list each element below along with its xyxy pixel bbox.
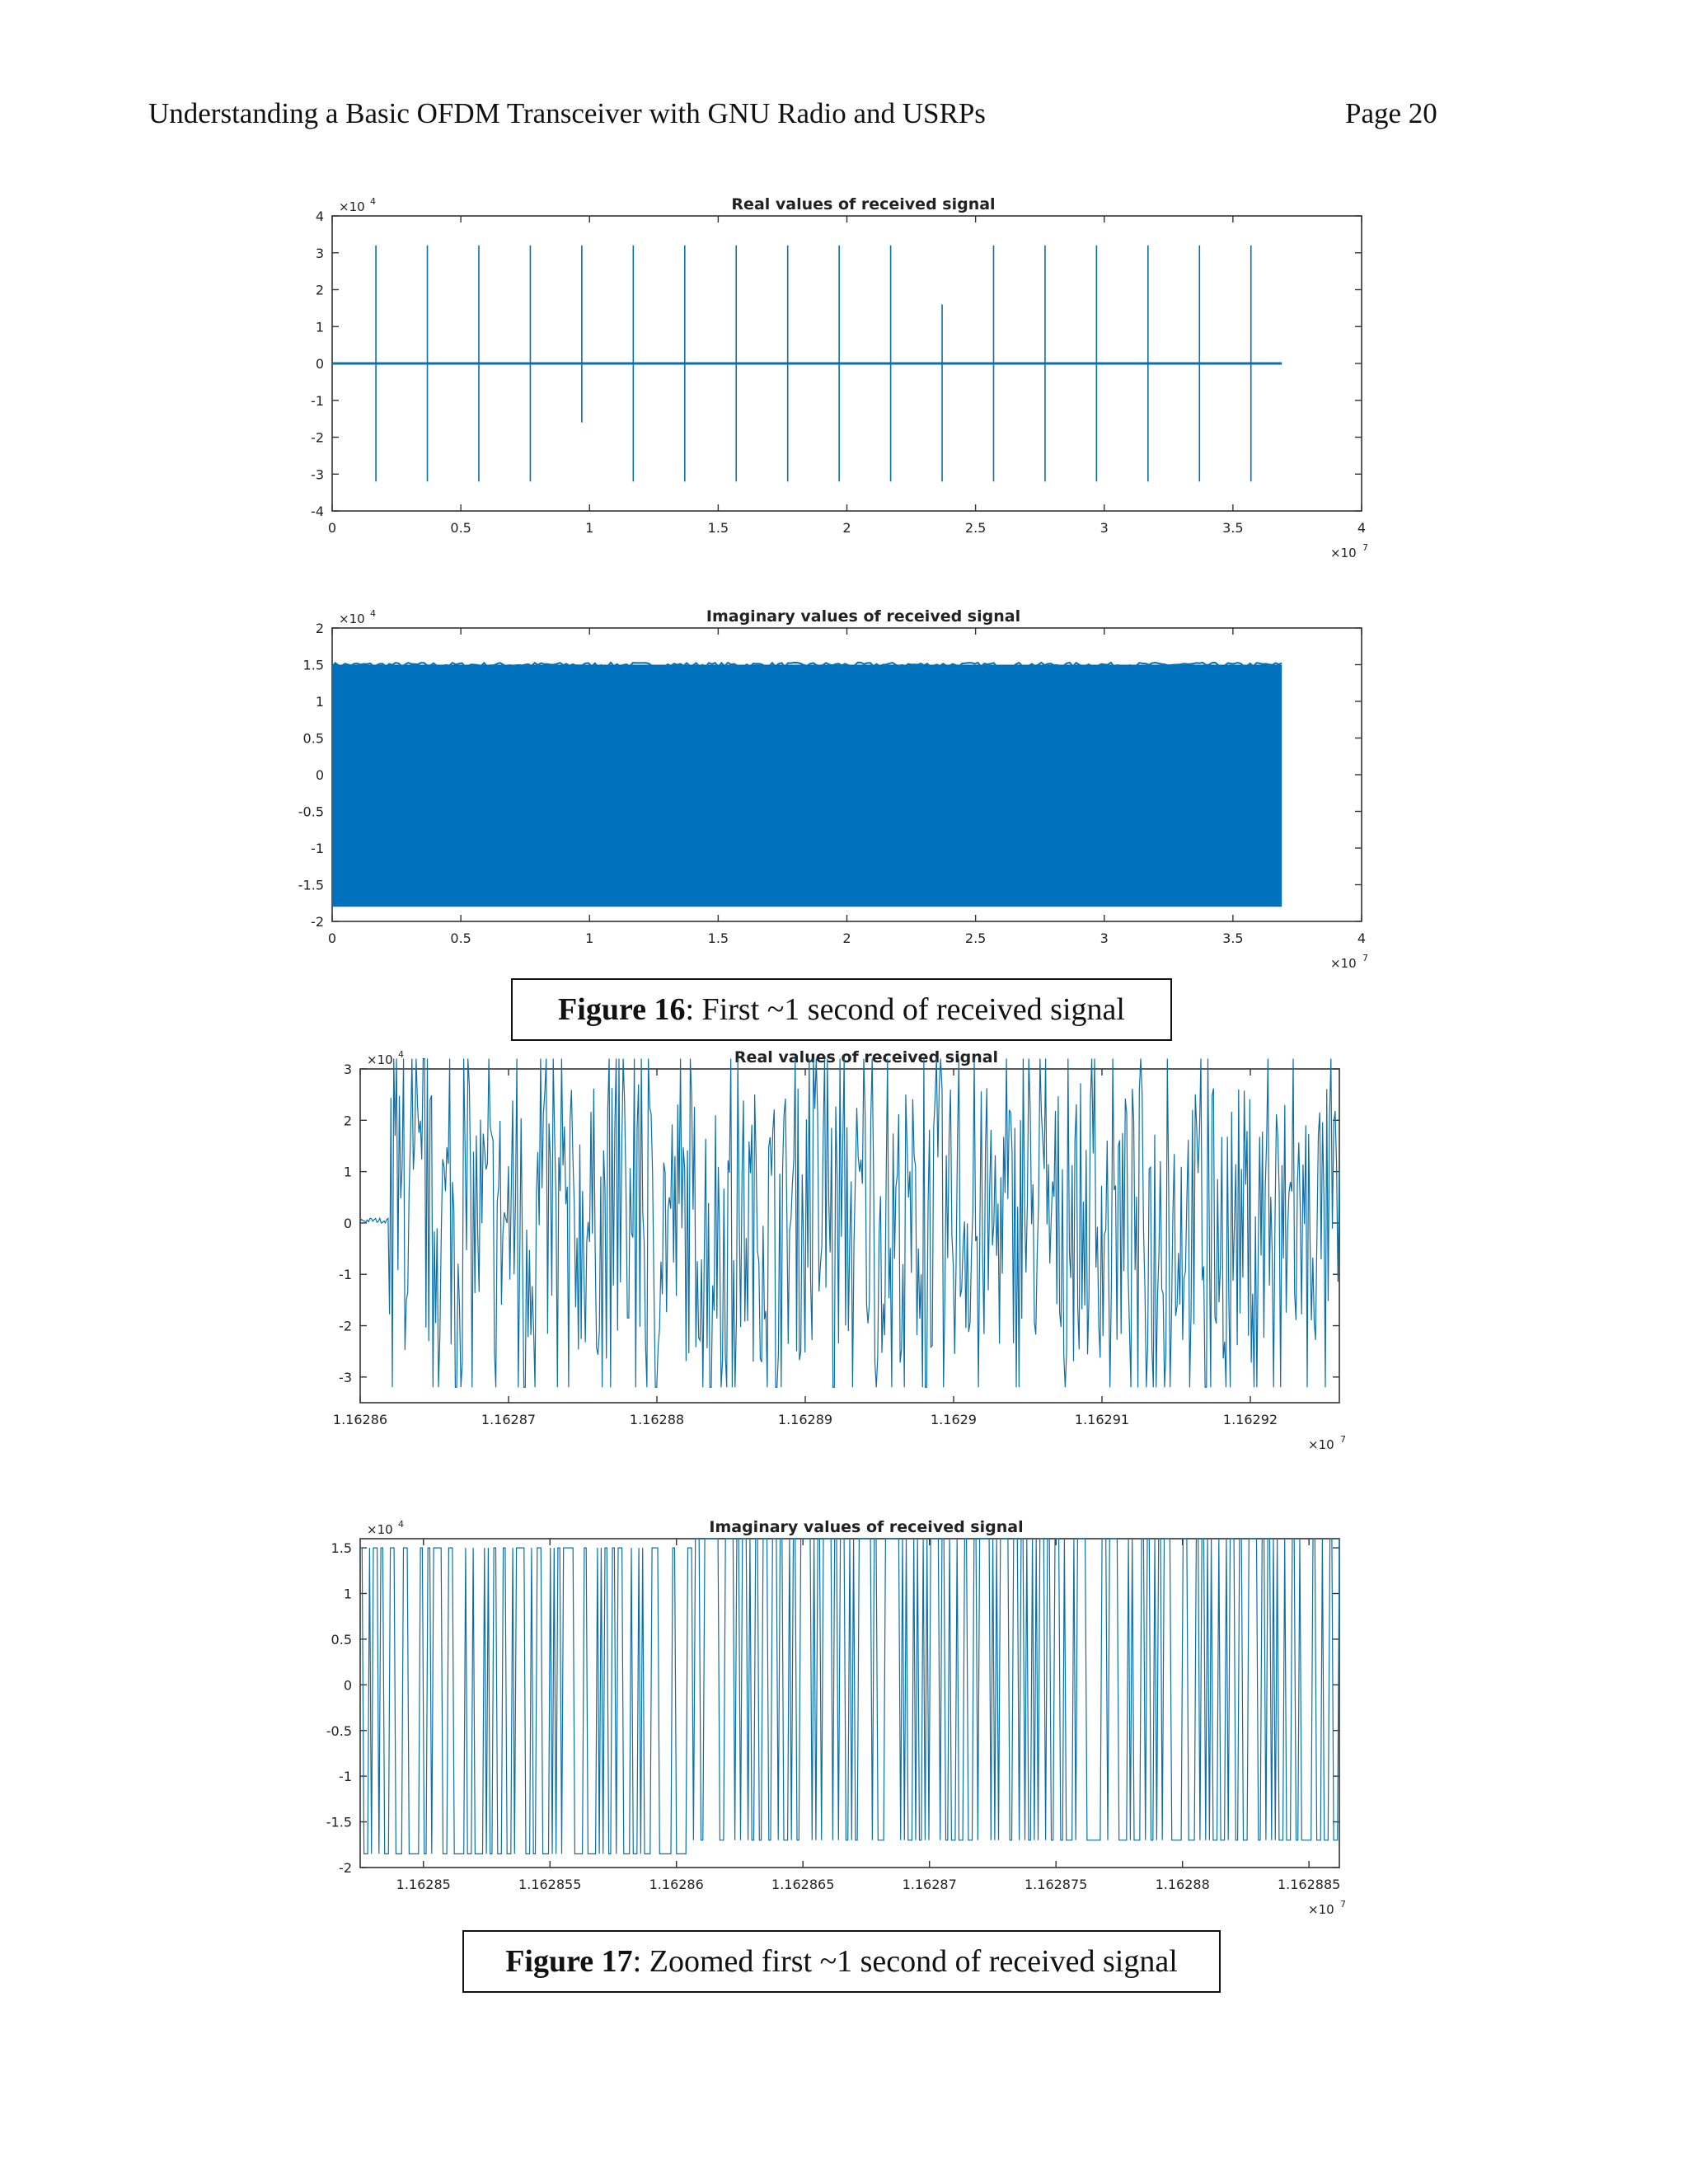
- y-tick-label: -1: [311, 392, 324, 409]
- y-exponent-label: ×10: [367, 1522, 393, 1537]
- y-tick-label: -1: [339, 1769, 352, 1785]
- y-exponent-label: ×10: [367, 1052, 393, 1067]
- y-exponent-label: ×10: [339, 199, 365, 214]
- x-tick-label: 1.5: [707, 930, 729, 946]
- x-tick-label: 3.5: [1222, 930, 1244, 946]
- y-tick-label: -2: [311, 429, 324, 446]
- chart-title: Real values of received signal: [731, 195, 996, 213]
- y-tick-label: -2: [339, 1318, 352, 1334]
- x-tick-label: 1.16288: [629, 1412, 685, 1427]
- x-tick-label: 2.5: [964, 520, 987, 536]
- x-tick-label: 2.5: [964, 930, 987, 946]
- x-tick-label: 2: [842, 930, 851, 946]
- y-tick-label: 2: [343, 1113, 352, 1129]
- x-tick-label: 0: [327, 930, 337, 946]
- y-tick-label: -0.5: [298, 804, 324, 820]
- x-tick-label: 1.16288: [1155, 1877, 1210, 1892]
- x-tick-label: 3: [1100, 930, 1109, 946]
- x-tick-label: 1: [585, 520, 594, 536]
- page-number: Page 20: [1345, 97, 1437, 129]
- figure-16-caption: [511, 978, 1172, 1041]
- signal-band: [332, 665, 1282, 907]
- y-exponent-power: 4: [370, 608, 376, 619]
- y-tick-label: -2: [311, 914, 324, 930]
- x-tick-label: 2: [842, 520, 851, 536]
- x-exponent-label: ×10: [1308, 1437, 1334, 1452]
- y-tick-label: -1.5: [298, 877, 324, 893]
- x-tick-label: 0: [327, 520, 337, 536]
- x-tick-label: 1.162875: [1025, 1877, 1088, 1892]
- x-exponent-power: 7: [1340, 1899, 1346, 1910]
- y-tick-label: -1: [311, 841, 324, 856]
- y-tick-label: 1: [343, 1164, 352, 1180]
- figure-16-text: : First ~1 second of received signal: [685, 992, 1125, 1027]
- x-exponent-label: ×10: [1308, 1902, 1334, 1917]
- x-tick-label: 1.16291: [1074, 1412, 1130, 1427]
- y-tick-label: 2: [315, 621, 324, 636]
- x-tick-label: 1.16285: [396, 1877, 451, 1892]
- figure-16-label: Figure 16: [558, 992, 686, 1027]
- x-tick-label: 0.5: [450, 520, 471, 536]
- x-tick-label: 3: [1100, 520, 1109, 536]
- y-tick-label: -1: [339, 1267, 352, 1283]
- y-tick-label: -0.5: [326, 1722, 352, 1739]
- y-tick-label: 1: [315, 694, 324, 710]
- chart-title: Imaginary values of received signal: [709, 1518, 1024, 1536]
- x-tick-label: 1: [585, 930, 594, 946]
- x-tick-label: 3.5: [1222, 520, 1244, 536]
- x-exponent-power: 7: [1362, 953, 1368, 963]
- y-tick-label: 0: [343, 1677, 352, 1694]
- x-tick-label: 1.16286: [332, 1412, 388, 1427]
- x-tick-label: 1.16286: [649, 1877, 704, 1892]
- x-exponent-power: 7: [1340, 1434, 1346, 1445]
- x-tick-label: 1.5: [707, 520, 729, 536]
- y-tick-label: 2: [315, 282, 324, 298]
- y-tick-label: -1.5: [326, 1814, 352, 1830]
- y-exponent-power: 4: [398, 1049, 404, 1060]
- y-exponent-label: ×10: [339, 612, 365, 626]
- y-exponent-power: 4: [370, 196, 376, 207]
- y-tick-label: 1.5: [302, 657, 324, 673]
- y-tick-label: 0.5: [331, 1631, 352, 1647]
- x-exponent-label: ×10: [1330, 546, 1357, 560]
- y-tick-label: 0: [343, 1215, 352, 1231]
- y-exponent-power: 4: [398, 1519, 404, 1530]
- y-tick-label: 1: [315, 319, 324, 335]
- figure-17-label: Figure 17: [505, 1944, 633, 1979]
- x-exponent-label: ×10: [1330, 956, 1357, 971]
- y-tick-label: 4: [315, 209, 324, 224]
- figure-17-text: : Zoomed first ~1 second of received signal: [632, 1944, 1178, 1979]
- x-tick-label: 1.16287: [902, 1877, 957, 1892]
- y-tick-label: -3: [339, 1369, 352, 1385]
- x-tick-label: 1.16287: [481, 1412, 537, 1427]
- y-tick-label: 1: [343, 1586, 352, 1602]
- x-tick-label: 0.5: [450, 930, 471, 946]
- running-header-title: Understanding a Basic OFDM Transceiver with GNU Radio and USRPs: [148, 97, 986, 129]
- fig16-real-chart: [0, 190, 1688, 560]
- y-tick-label: -3: [311, 466, 324, 483]
- fig17-real-chart: [0, 1048, 1688, 1483]
- x-tick-label: 1.162865: [771, 1877, 835, 1892]
- x-tick-label: 1.162885: [1277, 1877, 1341, 1892]
- x-tick-label: 1.1629: [931, 1412, 977, 1427]
- y-tick-label: 3: [315, 245, 324, 261]
- x-exponent-power: 7: [1362, 542, 1368, 553]
- y-tick-label: 3: [343, 1062, 352, 1077]
- x-tick-label: 4: [1357, 520, 1367, 536]
- fig16-imag-chart: [0, 602, 1688, 972]
- x-tick-label: 4: [1357, 930, 1367, 946]
- y-tick-label: 0: [315, 356, 324, 372]
- chart-title: Real values of received signal: [734, 1048, 999, 1066]
- y-tick-label: 0.5: [302, 730, 324, 747]
- x-tick-label: 1.16289: [777, 1412, 833, 1427]
- y-tick-label: -2: [339, 1860, 352, 1876]
- x-tick-label: 1.162855: [518, 1877, 582, 1892]
- y-tick-label: 0: [315, 767, 324, 783]
- fig17-imag-chart: [0, 1518, 1688, 1945]
- y-tick-label: 1.5: [331, 1540, 352, 1557]
- x-tick-label: 1.16292: [1222, 1412, 1278, 1427]
- y-tick-label: -4: [311, 504, 324, 519]
- figure-17-caption: [462, 1930, 1221, 1993]
- chart-title: Imaginary values of received signal: [706, 607, 1021, 626]
